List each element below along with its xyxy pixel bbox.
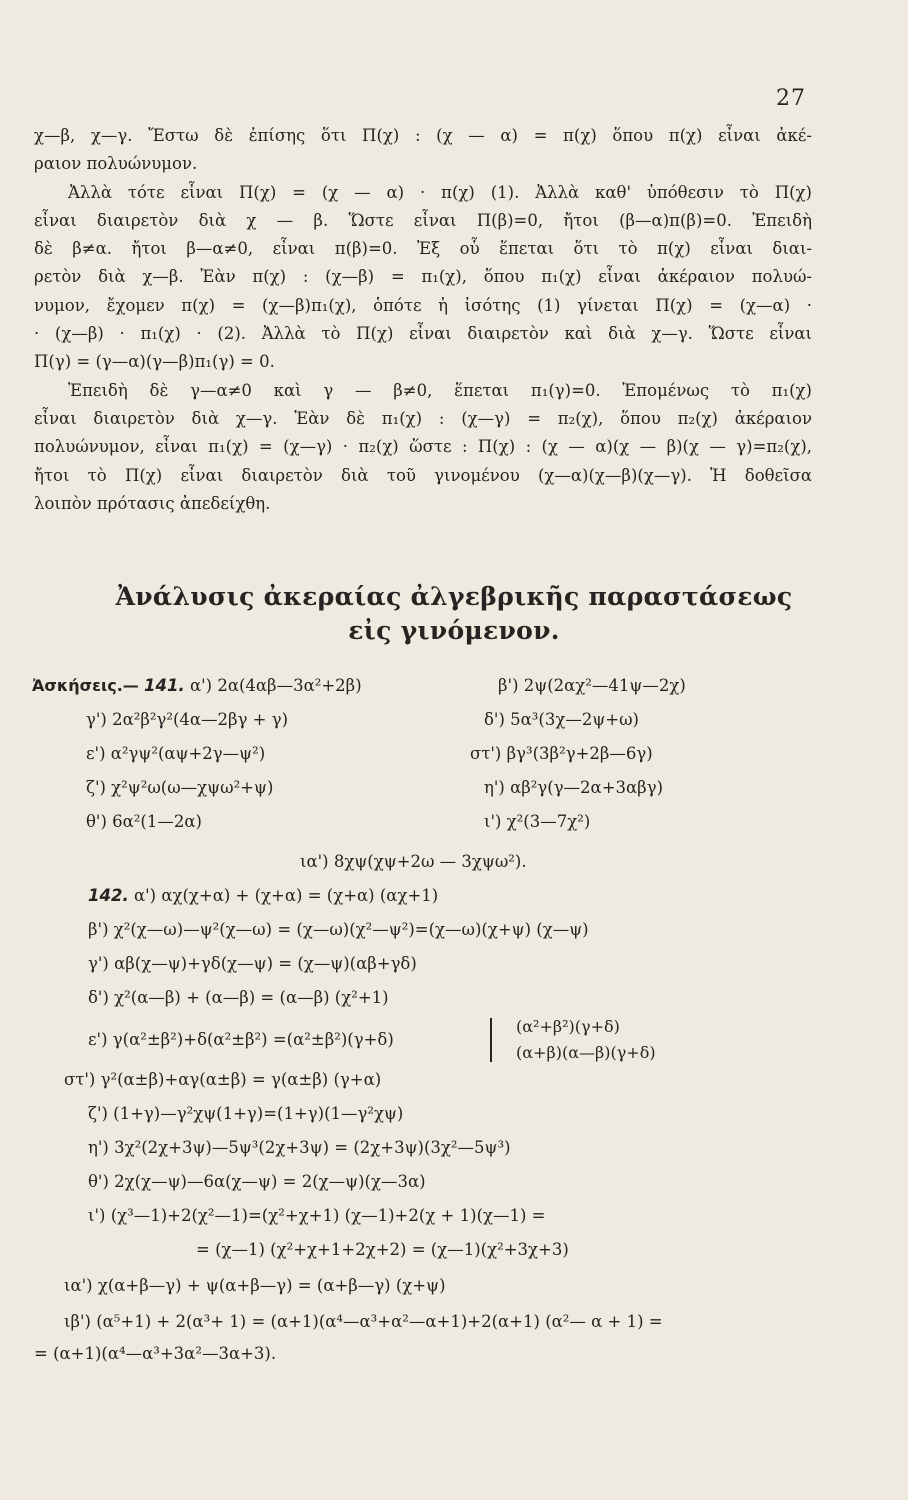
exercise-line: στ') γ²(α±β)+αγ(α±β) = γ(α±β) (γ+α) bbox=[64, 1070, 382, 1089]
text-line: εἶναι διαιρετὸν διὰ χ—γ. Ἐὰν δὲ π₁(χ) : (χ—γ) = π₂(χ), ὅπου π₂(χ) ἀκέραιον bbox=[34, 408, 812, 428]
exercise-item: α') 2α(4αβ—3α²+2β) bbox=[189, 676, 362, 695]
brace-bar bbox=[490, 1018, 492, 1062]
exercise-item: η') αβ²γ(γ—2α+3αβγ) bbox=[484, 778, 664, 797]
exercise-item: γ') 2α²β²γ²(4α—2βγ + γ) bbox=[86, 710, 289, 729]
exercise-item: δ') 5α³(3χ—2ψ+ω) bbox=[484, 710, 639, 729]
text-line: πολυώνυμον, εἶναι π₁(χ) = (χ—γ) · π₂(χ) ὥστε : Π(χ) : (χ — α)(χ — β)(χ — γ)=π₂(χ), bbox=[34, 437, 812, 457]
page-number: 27 bbox=[776, 86, 806, 111]
text-line: Π(γ) = (γ—α)(γ—β)π₁(γ) = 0. bbox=[34, 352, 275, 372]
exercise-number: 142. bbox=[88, 886, 129, 905]
brace-line: (α²+β²)(γ+δ) bbox=[516, 1017, 620, 1036]
brace-line: (α+β)(α—β)(γ+δ) bbox=[516, 1043, 656, 1062]
text-line: ραιον πολυώνυμον. bbox=[34, 154, 198, 174]
proof-text bbox=[34, 122, 812, 518]
section-title bbox=[0, 580, 908, 648]
exercise-line: ιβ') (α⁵+1) + 2(α³+ 1) = (α+1)(α⁴—α³+α²—α+1)+2(α+1) (α²— α + 1) = bbox=[64, 1312, 663, 1331]
text-line: νυμον, ἔχομεν π(χ) = (χ—β)π₁(χ), ὁπότε ἡ ἰσότης (1) γίνεται Π(χ) = (χ—α) · bbox=[34, 295, 812, 315]
exercise-line: = (χ—1) (χ²+χ+1+2χ+2) = (χ—1)(χ²+3χ+3) bbox=[196, 1240, 569, 1259]
alternative-factorizations bbox=[490, 1014, 656, 1066]
exercise-item: ι') χ²(3—7χ²) bbox=[484, 812, 591, 831]
text-line: ἤτοι τὸ Π(χ) εἶναι διαιρετὸν διὰ τοῦ γινομένου (χ—α)(χ—β)(χ—γ). Ἡ δοθεῖσα bbox=[34, 465, 812, 485]
exercise-line: β') χ²(χ—ω)—ψ²(χ—ω) = (χ—ω)(χ²—ψ²)=(χ—ω)(χ+ψ) (χ—ψ) bbox=[88, 920, 589, 939]
exercise-line: δ') χ²(α—β) + (α—β) = (α—β) (χ²+1) bbox=[88, 988, 389, 1007]
exercise-line: γ') αβ(χ—ψ)+γδ(χ—ψ) = (χ—ψ)(αβ+γδ) bbox=[88, 954, 417, 973]
section-title-line: εἰς γινόμενον. bbox=[348, 616, 560, 645]
exercise-item: ζ') χ²ψ²ω(ω—χψω²+ψ) bbox=[86, 778, 274, 797]
exercise-line: ζ') (1+γ)—γ²χψ(1+γ)=(1+γ)(1—γ²χψ) bbox=[88, 1104, 404, 1123]
section-title-line: Ἀνάλυσις ἀκεραίας ἀλγεβρικῆς παραστάσεως bbox=[115, 582, 793, 611]
exercise-item: ε') α²γψ²(αψ+2γ—ψ²) bbox=[86, 744, 266, 763]
exercise-item: ια') 8χψ(χψ+2ω — 3χψω²). bbox=[300, 852, 527, 871]
text-line: Ἀλλὰ τότε εἶναι Π(χ) = (χ — α) · π(χ) (1). Ἀλλὰ καθ' ὑπόθεσιν τὸ Π(χ) bbox=[68, 182, 812, 202]
exercise-line: = (α+1)(α⁴—α³+3α²—3α+3). bbox=[34, 1344, 277, 1363]
exercise-line: ια') χ(α+β—γ) + ψ(α+β—γ) = (α+β—γ) (χ+ψ) bbox=[64, 1276, 446, 1295]
text-line: εἶναι διαιρετὸν διὰ χ — β. Ὥστε εἶναι Π(β)=0, ἤτοι (β—α)π(β)=0. Ἐπειδὴ bbox=[34, 210, 812, 230]
text-line: ρετὸν διὰ χ—β. Ἐὰν π(χ) : (χ—β) = π₁(χ), ὅπου π₁(χ) εἶναι ἀκέραιον πολυώ- bbox=[34, 267, 812, 287]
text-line: λοιπὸν πρότασις ἀπεδείχθη. bbox=[34, 493, 271, 513]
text-line: δὲ β≠α. ἤτοι β—α≠0, εἶναι π(β)=0. Ἐξ οὗ ἕπεται ὅτι τὸ π(χ) εἶναι διαι- bbox=[34, 239, 812, 259]
text-line: χ—β, χ—γ. Ἔστω δὲ ἐπίσης ὅτι Π(χ) : (χ — α) = π(χ) ὅπου π(χ) εἶναι ἀκέ- bbox=[34, 126, 812, 145]
exercise-number: 141. bbox=[144, 676, 185, 695]
exercise-line: θ') 2χ(χ—ψ)—6α(χ—ψ) = 2(χ—ψ)(χ—3α) bbox=[88, 1172, 426, 1191]
exercise-item: θ') 6α²(1—2α) bbox=[86, 812, 202, 831]
exercise-line: α') αχ(χ+α) + (χ+α) = (χ+α) (αχ+1) bbox=[133, 886, 439, 905]
text-line: · (χ—β) · π₁(χ) · (2). Ἀλλὰ τὸ Π(χ) εἶναι διαιρετὸν καὶ διὰ χ—γ. Ὥστε εἶναι bbox=[34, 324, 812, 344]
exercise-item: στ') βγ³(3β²γ+2β—6γ) bbox=[470, 744, 653, 763]
text-line: Ἐπειδὴ δὲ γ—α≠0 καὶ γ — β≠0, ἕπεται π₁(γ)=0. Ἑπομένως τὸ π₁(χ) bbox=[68, 380, 812, 400]
exercise-line: ι') (χ³—1)+2(χ²—1)=(χ²+χ+1) (χ—1)+2(χ + 1)(χ—1) = bbox=[88, 1206, 546, 1225]
exercises-label: Ἀσκήσεις.— bbox=[32, 676, 139, 695]
exercise-line: η') 3χ²(2χ+3ψ)—5ψ³(2χ+3ψ) = (2χ+3ψ)(3χ²—5ψ³) bbox=[88, 1138, 511, 1157]
exercise-item: β') 2ψ(2αχ²—41ψ—2χ) bbox=[498, 676, 686, 695]
exercise-line: ε') γ(α²±β²)+δ(α²±β²) =(α²±β²)(γ+δ) bbox=[88, 1030, 394, 1049]
